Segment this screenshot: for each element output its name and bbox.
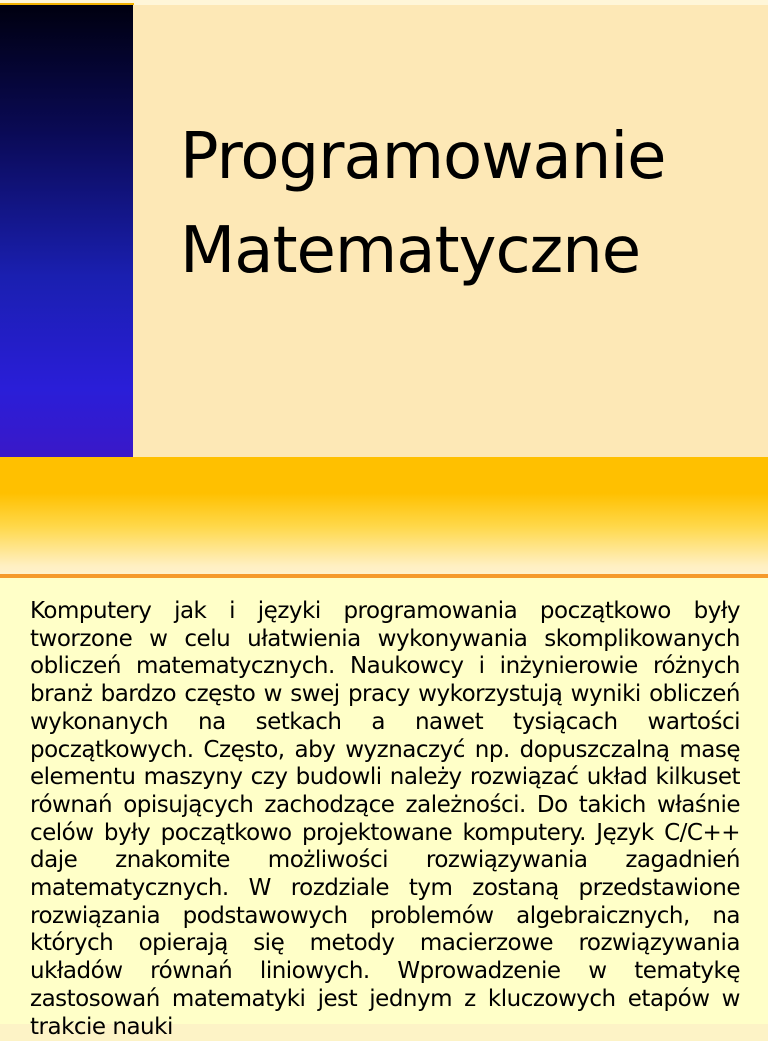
page-title (180, 110, 740, 298)
body-paragraph: Komputery jak i języki programowania początkowo były tworzone w celu ułatwienia wykonywania skomplikowanych obliczeń matematycznych. Naukowcy i inżynierowie różnych branż bardzo często w swej pracy wykorzystują wyniki obliczeń wykonanych na setkach a nawet tysiącach wartości początkowych. Często, aby wyznaczyć np. dopuszczalną masę elementu maszyny czy budowli należy rozwiązać układ kilkuset równań opisujących zachodzące zależności. Do takich właśnie celów były początkowo projektowane komputery. Język C/C++ daje znakomite możliwości rozwiązywania zagadnień matematycznych. W rozdziale tym zostaną przedstawione rozwiązania podstawowych problemów algebraicznych, na których opierają się metody macierzowe rozwiązywania układów równań liniowych. Wprowadzenie w tematykę zastosowań matematyki jest jednym z kluczowych etapów w trakcie nauki (30, 598, 740, 1040)
gold-gradient-band (0, 457, 768, 577)
title-line-2: Matematyczne (180, 214, 641, 288)
title-line-1: Programowanie (180, 120, 666, 194)
gradient-side-bar (0, 5, 133, 457)
